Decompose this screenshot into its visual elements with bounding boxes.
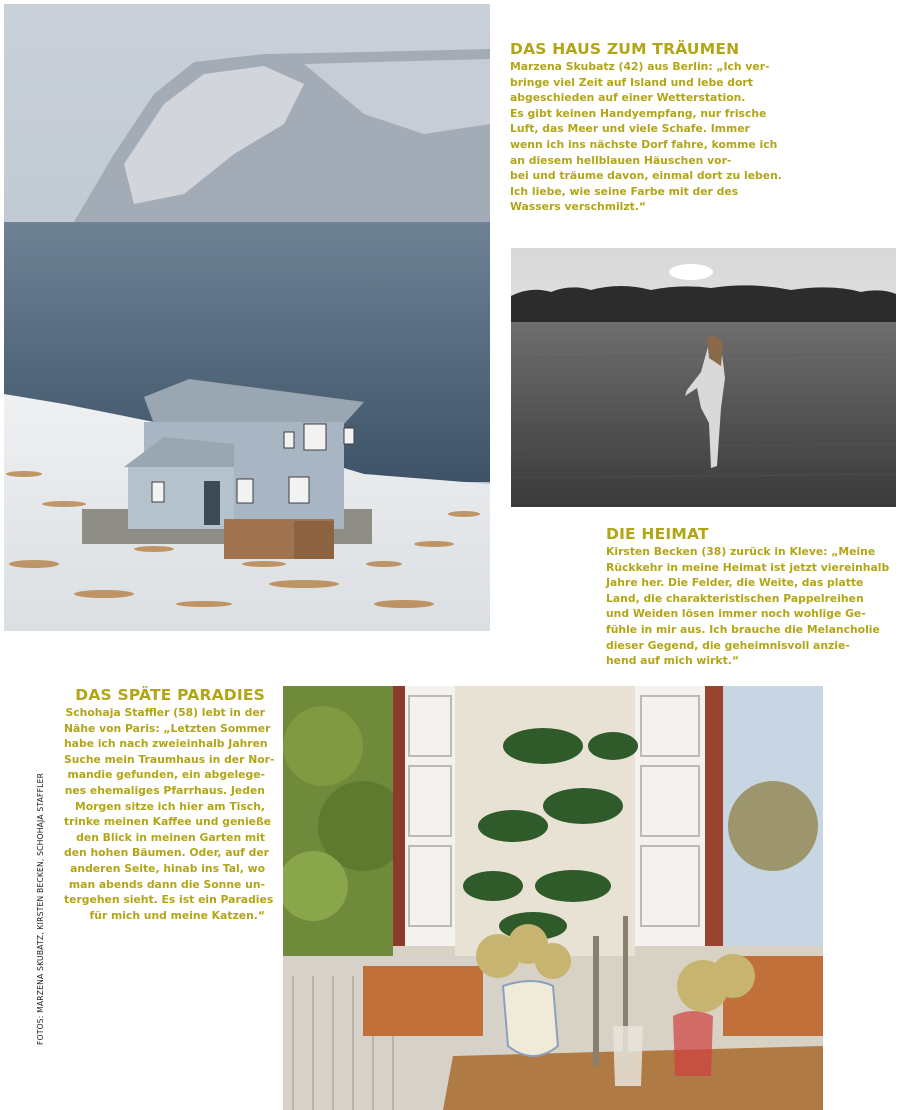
body-line: Morgen sitze ich hier am Tisch, — [75, 799, 265, 813]
body-line: Nähe von Paris: „Letzten Sommer — [64, 721, 271, 735]
article-body — [64, 705, 275, 923]
body-line: habe ich nach zweieinhalb Jahren — [64, 737, 268, 751]
body-line: den hohen Bäumen. Oder, auf der — [64, 846, 270, 860]
body-line: nes ehemaliges Pfarrhaus. Jeden — [64, 783, 265, 797]
body-line: anderen Seite, hinab ins Tal, wo — [70, 861, 265, 875]
body-line: trinke meinen Kaffee und genieße — [64, 815, 272, 829]
body-line: mandie gefunden, ein abgelege- — [67, 768, 265, 782]
body-line: hend auf mich wirkt.“ — [606, 654, 739, 668]
body-line: Land, die charakteristischen Pappelreihen — [606, 591, 864, 605]
body-line: Suche mein Traumhaus in der Nor- — [64, 752, 275, 766]
article-body — [510, 59, 890, 215]
article-die-heimat — [606, 525, 896, 669]
body-line: wenn ich ins nächste Dorf fahre, komme ich — [510, 137, 778, 151]
article-haus-zum-traeumen — [510, 40, 890, 215]
body-line: Ich liebe, wie seine Farbe mit der des — [510, 184, 739, 198]
body-line: man abends dann die Sonne un- — [68, 877, 265, 891]
body-line: bringe viel Zeit auf Island und lebe dort — [510, 75, 753, 89]
article-body — [606, 544, 896, 669]
body-line: Schohaja Staffler (58) lebt in der — [65, 706, 265, 719]
photo-garden-table — [283, 686, 823, 1110]
body-line: Rückkehr in meine Heimat ist jetzt viereinhalb — [606, 560, 890, 574]
body-line: Jahre her. Die Felder, die Weite, das platte — [606, 576, 864, 590]
body-line: an diesem hellblauen Häuschen vor- — [510, 153, 732, 167]
body-line: tergehen sieht. Es ist ein Paradies — [64, 893, 274, 907]
body-line: den Blick in meinen Garten mit — [76, 830, 265, 844]
article-title: DIE HEIMAT — [606, 525, 709, 543]
article-title: DAS SPÄTE PARADIES — [75, 686, 265, 704]
body-line: für mich und meine Katzen.“ — [89, 908, 265, 922]
body-line: und Weiden lösen immer noch wohlige Ge- — [606, 607, 866, 621]
body-line: Wassers verschmilzt.“ — [510, 200, 646, 214]
body-line: fühle in mir aus. Ich brauche die Melancholie — [606, 622, 880, 636]
body-line: Kirsten Becken (38) zurück in Kleve: „Meine — [606, 545, 876, 558]
body-line: Luft, das Meer und viele Schafe. Immer — [510, 122, 750, 136]
body-line: bei und träume davon, einmal dort zu leben. — [510, 169, 782, 183]
body-line: dieser Gegend, die geheimnisvoll anzie- — [606, 638, 850, 652]
body-line: Marzena Skubatz (42) aus Berlin: „Ich ver- — [510, 60, 770, 73]
photo-credit: FOTOS: MARZENA SKUBATZ, KIRSTEN BECKEN, SCHOHAJA STAFFLER — [36, 772, 45, 1045]
body-line: Es gibt keinen Handyempfang, nur frische — [510, 106, 767, 120]
photo-iceland-house — [4, 4, 490, 631]
article-title: DAS HAUS ZUM TRÄUMEN — [510, 40, 740, 58]
photo-field-bw — [511, 248, 896, 507]
body-line: abgeschieden auf einer Wetterstation. — [510, 91, 746, 105]
article-das-spaete-paradies — [64, 686, 275, 923]
